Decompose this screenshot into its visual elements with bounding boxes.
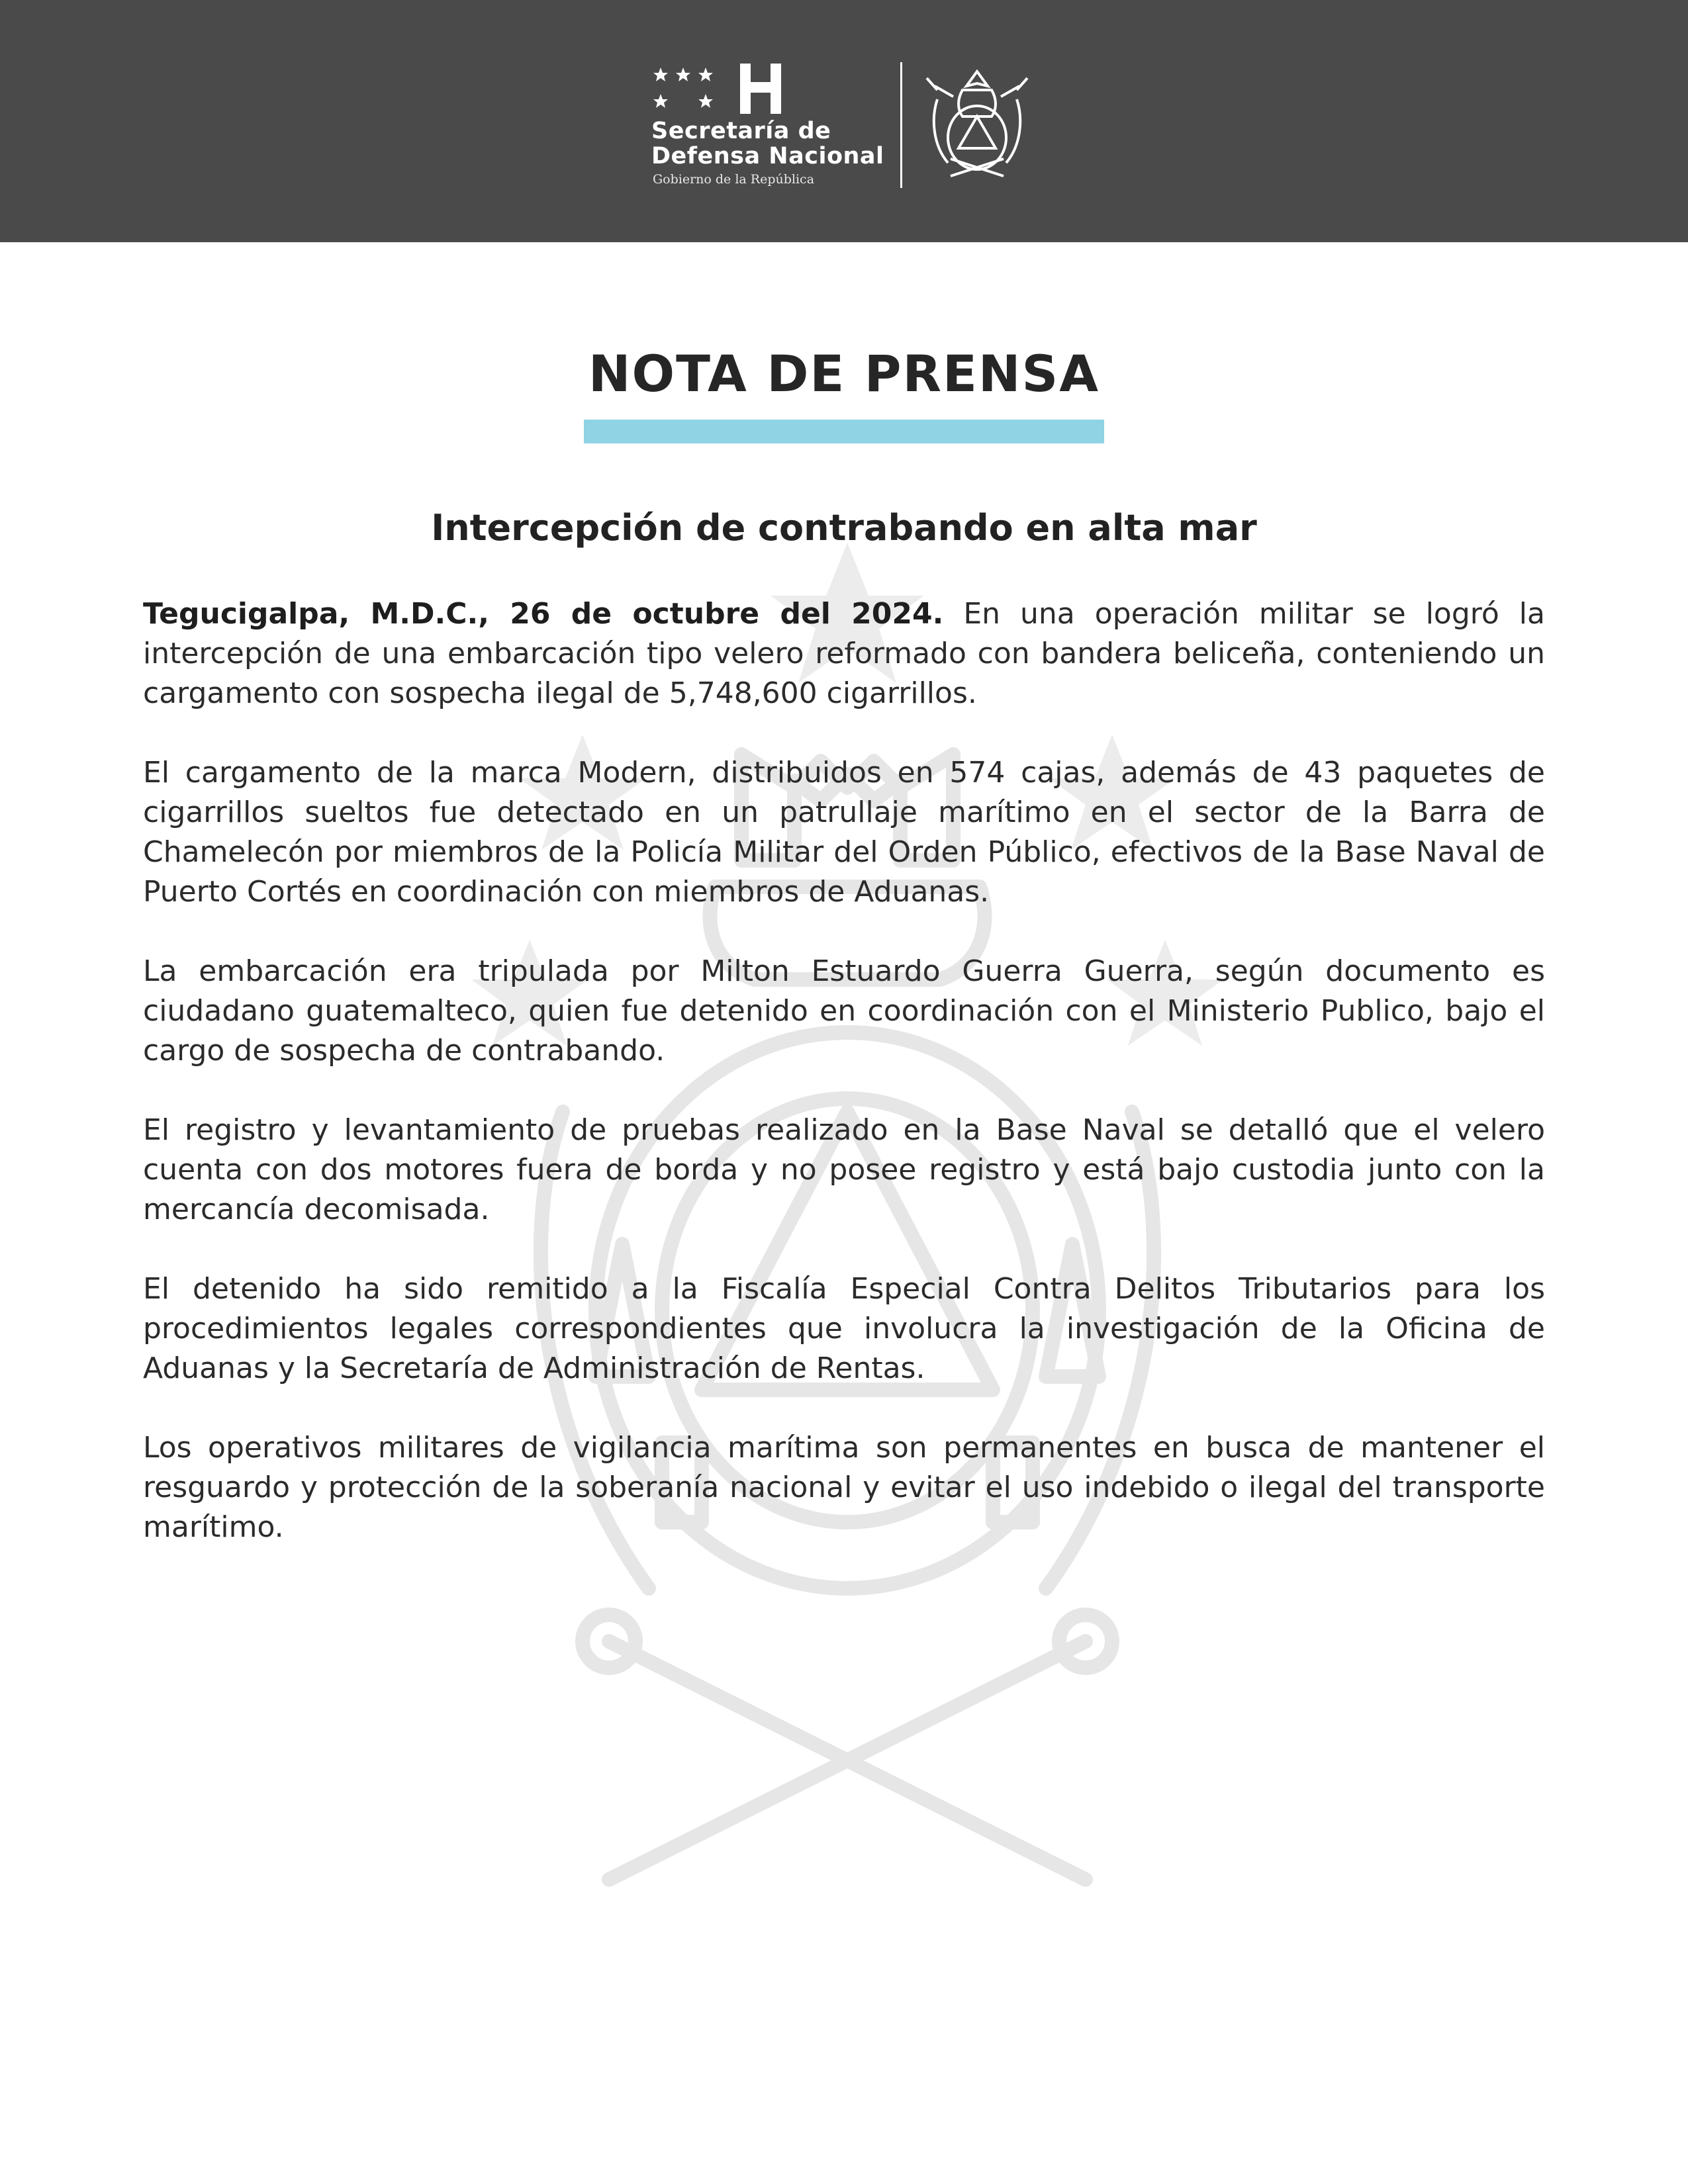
institution-logo <box>651 60 1049 192</box>
paragraph-4: El registro y levantamiento de pruebas realizado en la Base Naval se detalló que el velero cuenta con dos motores fuera de borda y no posee registro y está bajo custodia junto con la mercancía decomisada. <box>143 1113 1545 1226</box>
dateline: Tegucigalpa, M.D.C., 26 de octubre del 2024. <box>143 597 944 631</box>
logo-divider <box>900 62 902 188</box>
org-name-line1: Secretaría de <box>651 118 831 144</box>
title-underline-bar <box>584 420 1104 443</box>
coat-of-arms-icon <box>911 60 1043 192</box>
paragraph-2: El cargamento de la marca Modern, distribuidos en 574 cajas, además de 43 paquetes de cigarrillos sueltos fue detectado en un patrullaje marítimo en el sector de la Barra de Chamelecón por miembros de la Policía Militar del Orden Público, efectivos de la Base Naval de Puerto Cortés en coordinación con miembros de Aduanas. <box>143 756 1545 909</box>
paragraph-3: La embarcación era tripulada por Milton Estuardo Guerra Guerra, según documento es ciudadano guatemalteco, quien fue detenido en coordinación con el Ministerio Publico, bajo el cargo de sospecha de contrabando. <box>143 954 1545 1068</box>
article-headline: Intercepción de contrabando en alta mar <box>431 507 1257 549</box>
paragraph-6: Los operativos militares de vigilancia marítima son permanentes en busca de mantener el resguardo y protección de la soberanía nacional y evitar el uso indebido o ilegal del transporte marítimo. <box>143 1431 1545 1544</box>
paragraph-1-text: En una operación militar se logró la intercepción de una embarcación tipo velero reformado con bandera beliceña, conteniendo un cargamento con sospecha ilegal de 5,748,600 cigarrillos. <box>143 597 1545 710</box>
header-band <box>0 0 1688 242</box>
paragraph-5: El detenido ha sido remitido a la Fiscalía Especial Contra Delitos Tributarios para los procedimientos legales correspondientes que involucra la investigación de la Oficina de Aduanas y la Secretaría de Administración de Rentas. <box>143 1272 1545 1385</box>
org-subtitle: Gobierno de la República <box>653 172 815 187</box>
page-title: NOTA DE PRENSA <box>588 344 1100 403</box>
org-name-line2: Defensa Nacional <box>651 143 884 169</box>
h-letter-icon <box>740 64 781 114</box>
article-body <box>143 594 1545 1587</box>
paragraph-1 <box>143 594 1545 713</box>
stars-icon <box>651 65 731 124</box>
